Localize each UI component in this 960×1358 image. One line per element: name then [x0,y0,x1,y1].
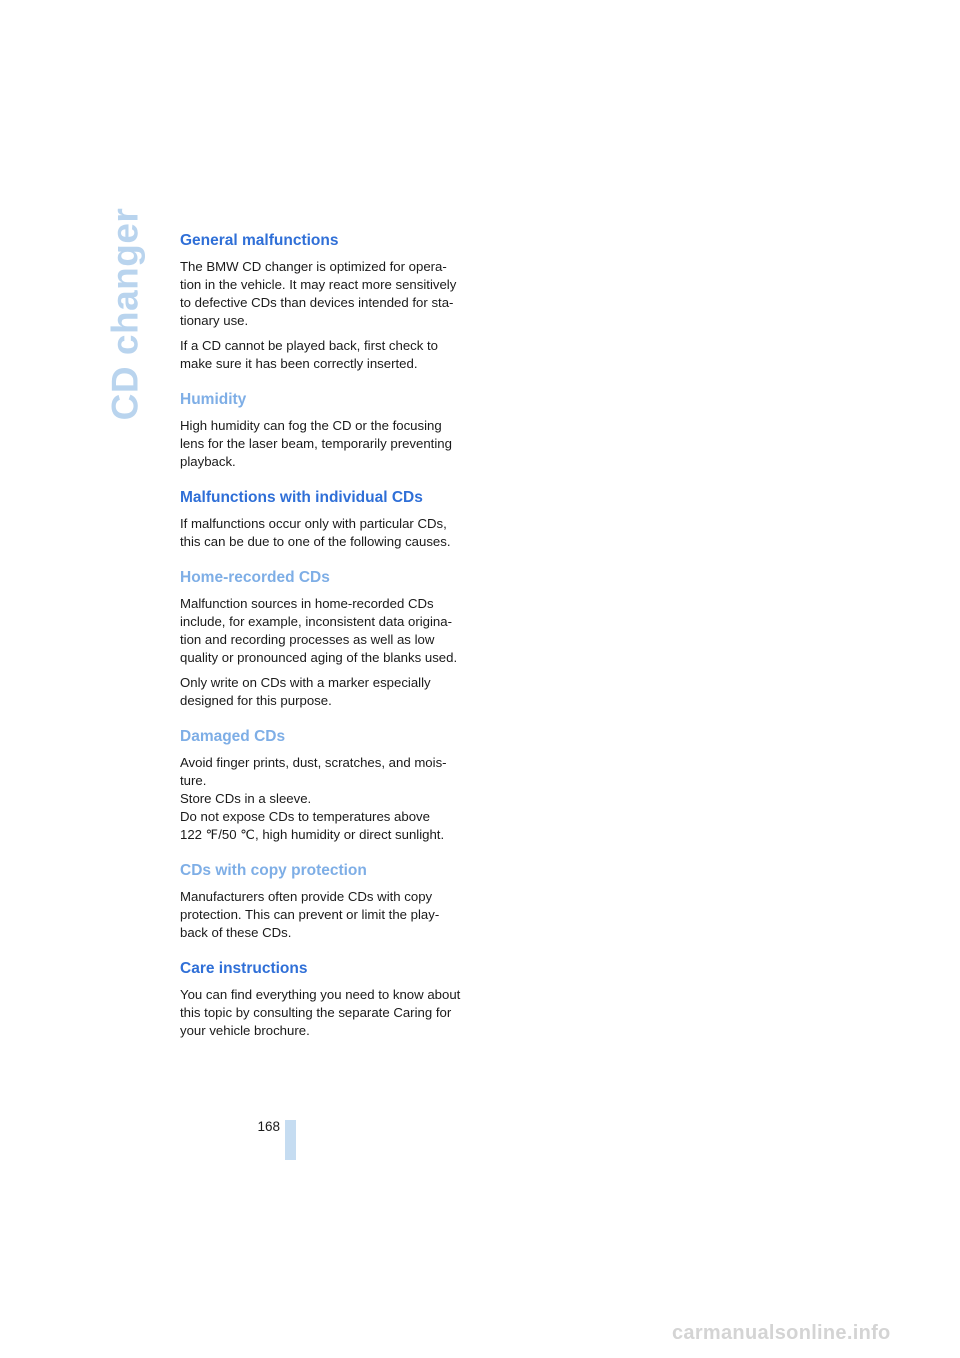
section-paragraph: Manufacturers often provide CDs with copy protection. This can prevent or limit the play- back of these CDs. [180,889,440,940]
section-home-recorded-cds [180,567,480,710]
section-paragraph: High humidity can fog the CD or the focusing lens for the laser beam, temporarily preventing playback. [180,418,452,469]
section-heading: Humidity [180,391,247,408]
section-heading: Care instructions [180,960,308,977]
main-content [180,230,480,1056]
page-number-bar [285,1120,296,1160]
section-heading: Malfunctions with individual CDs [180,489,423,506]
chapter-side-title [95,207,155,421]
section-paragraph: The BMW CD changer is optimized for opera- tion in the vehicle. It may react more sensitively to defective CDs than devices intended for sta- tionary use. [180,259,457,328]
section-paragraph: Malfunction sources in home-recorded CDs include, for example, inconsistent data origina- tion and recording processes as well as low quality or pronounced aging of the blanks used. [180,596,458,665]
watermark: carmanualsonline.info [672,1322,891,1344]
section-paragraph: Avoid finger prints, dust, scratches, and mois- ture. Store CDs in a sleeve. Do not expose CDs to temperatures above 122 ℉/50 ℃, high humidity or direct sunlight. [180,755,447,842]
section-heading: Home-recorded CDs [180,569,330,586]
section-humidity [180,389,480,471]
section-copy-protection [180,860,480,942]
section-paragraph: If malfunctions occur only with particular CDs, this can be due to one of the following causes. [180,516,451,549]
section-damaged-cds [180,726,480,844]
section-malfunctions-individual-cds [180,487,480,551]
page-number: 168 [257,1119,280,1134]
section-heading: General malfunctions [180,232,339,249]
section-general-malfunctions [180,230,480,373]
section-care-instructions [180,958,480,1040]
section-paragraph: You can find everything you need to know about this topic by consulting the separate Caring for your vehicle brochure. [180,987,461,1038]
section-heading: Damaged CDs [180,728,286,745]
section-paragraph: Only write on CDs with a marker especially designed for this purpose. [180,675,431,708]
chapter-side-title-text: CD changer [104,207,145,421]
section-heading: CDs with copy protection [180,862,367,879]
section-paragraph: If a CD cannot be played back, first check to make sure it has been correctly inserted. [180,338,439,371]
